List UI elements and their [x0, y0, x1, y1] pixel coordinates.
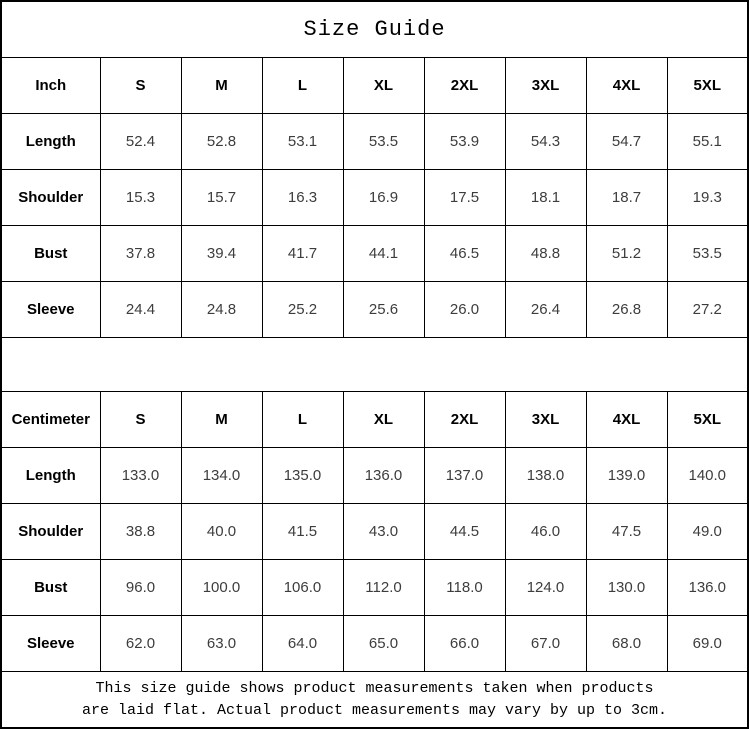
- size-col-header-3xl: 3XL: [505, 57, 586, 113]
- row-label-sleeve-cm: Sleeve: [1, 616, 100, 672]
- measurement-cell: 51.2: [586, 225, 667, 281]
- row-label-shoulder-cm: Shoulder: [1, 504, 100, 560]
- measurement-cell: 26.8: [586, 281, 667, 337]
- measurement-cell: 38.8: [100, 504, 181, 560]
- measurement-cell: 49.0: [667, 504, 748, 560]
- measurement-cell: 130.0: [586, 560, 667, 616]
- measurement-cell: 40.0: [181, 504, 262, 560]
- measurement-cell: 134.0: [181, 448, 262, 504]
- row-label-shoulder-inch: Shoulder: [1, 169, 100, 225]
- row-label-bust-cm: Bust: [1, 560, 100, 616]
- measurement-cell: 26.4: [505, 281, 586, 337]
- measurement-cell: 69.0: [667, 616, 748, 672]
- size-col-header-4xl: 4XL: [586, 392, 667, 448]
- table-row: [1, 560, 748, 616]
- page-title: Size Guide: [1, 1, 748, 57]
- measurement-cell: 15.3: [100, 169, 181, 225]
- measurement-cell: 68.0: [586, 616, 667, 672]
- measurement-cell: 39.4: [181, 225, 262, 281]
- table-row: [1, 169, 748, 225]
- row-label-length-cm: Length: [1, 448, 100, 504]
- footer-note-line-1: This size guide shows product measurements taken when products: [95, 679, 654, 697]
- measurement-cell: 118.0: [424, 560, 505, 616]
- footer-note-line-2: are laid flat. Actual product measurements may vary by up to 3cm.: [81, 701, 668, 719]
- spacer-row: [1, 337, 748, 392]
- size-col-header-m: M: [181, 57, 262, 113]
- measurement-cell: 48.8: [505, 225, 586, 281]
- inch-header-row: [1, 57, 748, 113]
- measurement-cell: 18.1: [505, 169, 586, 225]
- title-row: [1, 1, 748, 57]
- measurement-cell: 53.5: [343, 113, 424, 169]
- measurement-cell: 124.0: [505, 560, 586, 616]
- measurement-cell: 136.0: [667, 560, 748, 616]
- measurement-cell: 53.9: [424, 113, 505, 169]
- measurement-cell: 46.5: [424, 225, 505, 281]
- spacer-cell: [1, 337, 748, 392]
- measurement-cell: 46.0: [505, 504, 586, 560]
- table-row: [1, 504, 748, 560]
- measurement-cell: 67.0: [505, 616, 586, 672]
- row-label-length-inch: Length: [1, 113, 100, 169]
- measurement-cell: 47.5: [586, 504, 667, 560]
- measurement-cell: 16.3: [262, 169, 343, 225]
- footer-row: [1, 672, 748, 728]
- size-col-header-4xl: 4XL: [586, 57, 667, 113]
- size-col-header-l: L: [262, 57, 343, 113]
- measurement-cell: 96.0: [100, 560, 181, 616]
- size-col-header-xl: XL: [343, 57, 424, 113]
- row-label-sleeve-inch: Sleeve: [1, 281, 100, 337]
- measurement-cell: 44.5: [424, 504, 505, 560]
- measurement-cell: 66.0: [424, 616, 505, 672]
- measurement-cell: 65.0: [343, 616, 424, 672]
- measurement-cell: 37.8: [100, 225, 181, 281]
- measurement-cell: 27.2: [667, 281, 748, 337]
- measurement-cell: 44.1: [343, 225, 424, 281]
- footer-note: [1, 672, 748, 728]
- measurement-cell: 25.6: [343, 281, 424, 337]
- size-col-header-5xl: 5XL: [667, 392, 748, 448]
- measurement-cell: 62.0: [100, 616, 181, 672]
- measurement-cell: 19.3: [667, 169, 748, 225]
- measurement-cell: 41.7: [262, 225, 343, 281]
- size-col-header-5xl: 5XL: [667, 57, 748, 113]
- table-row: [1, 113, 748, 169]
- measurement-cell: 54.7: [586, 113, 667, 169]
- inch-unit-label: Inch: [1, 57, 100, 113]
- measurement-cell: 53.5: [667, 225, 748, 281]
- measurement-cell: 138.0: [505, 448, 586, 504]
- measurement-cell: 63.0: [181, 616, 262, 672]
- measurement-cell: 26.0: [424, 281, 505, 337]
- measurement-cell: 54.3: [505, 113, 586, 169]
- measurement-cell: 43.0: [343, 504, 424, 560]
- table-row: [1, 281, 748, 337]
- measurement-cell: 139.0: [586, 448, 667, 504]
- measurement-cell: 24.4: [100, 281, 181, 337]
- measurement-cell: 15.7: [181, 169, 262, 225]
- measurement-cell: 16.9: [343, 169, 424, 225]
- size-col-header-xl: XL: [343, 392, 424, 448]
- size-col-header-l: L: [262, 392, 343, 448]
- measurement-cell: 137.0: [424, 448, 505, 504]
- measurement-cell: 140.0: [667, 448, 748, 504]
- row-label-bust-inch: Bust: [1, 225, 100, 281]
- cm-header-row: [1, 392, 748, 448]
- measurement-cell: 52.8: [181, 113, 262, 169]
- size-col-header-m: M: [181, 392, 262, 448]
- table-row: [1, 448, 748, 504]
- measurement-cell: 25.2: [262, 281, 343, 337]
- measurement-cell: 112.0: [343, 560, 424, 616]
- cm-unit-label: Centimeter: [1, 392, 100, 448]
- measurement-cell: 100.0: [181, 560, 262, 616]
- size-col-header-2xl: 2XL: [424, 57, 505, 113]
- measurement-cell: 55.1: [667, 113, 748, 169]
- measurement-cell: 52.4: [100, 113, 181, 169]
- measurement-cell: 64.0: [262, 616, 343, 672]
- measurement-cell: 17.5: [424, 169, 505, 225]
- measurement-cell: 24.8: [181, 281, 262, 337]
- table-row: [1, 225, 748, 281]
- measurement-cell: 135.0: [262, 448, 343, 504]
- size-col-header-3xl: 3XL: [505, 392, 586, 448]
- table-row: [1, 616, 748, 672]
- measurement-cell: 41.5: [262, 504, 343, 560]
- measurement-cell: 133.0: [100, 448, 181, 504]
- size-col-header-2xl: 2XL: [424, 392, 505, 448]
- size-col-header-s: S: [100, 392, 181, 448]
- measurement-cell: 136.0: [343, 448, 424, 504]
- size-col-header-s: S: [100, 57, 181, 113]
- measurement-cell: 18.7: [586, 169, 667, 225]
- measurement-cell: 53.1: [262, 113, 343, 169]
- measurement-cell: 106.0: [262, 560, 343, 616]
